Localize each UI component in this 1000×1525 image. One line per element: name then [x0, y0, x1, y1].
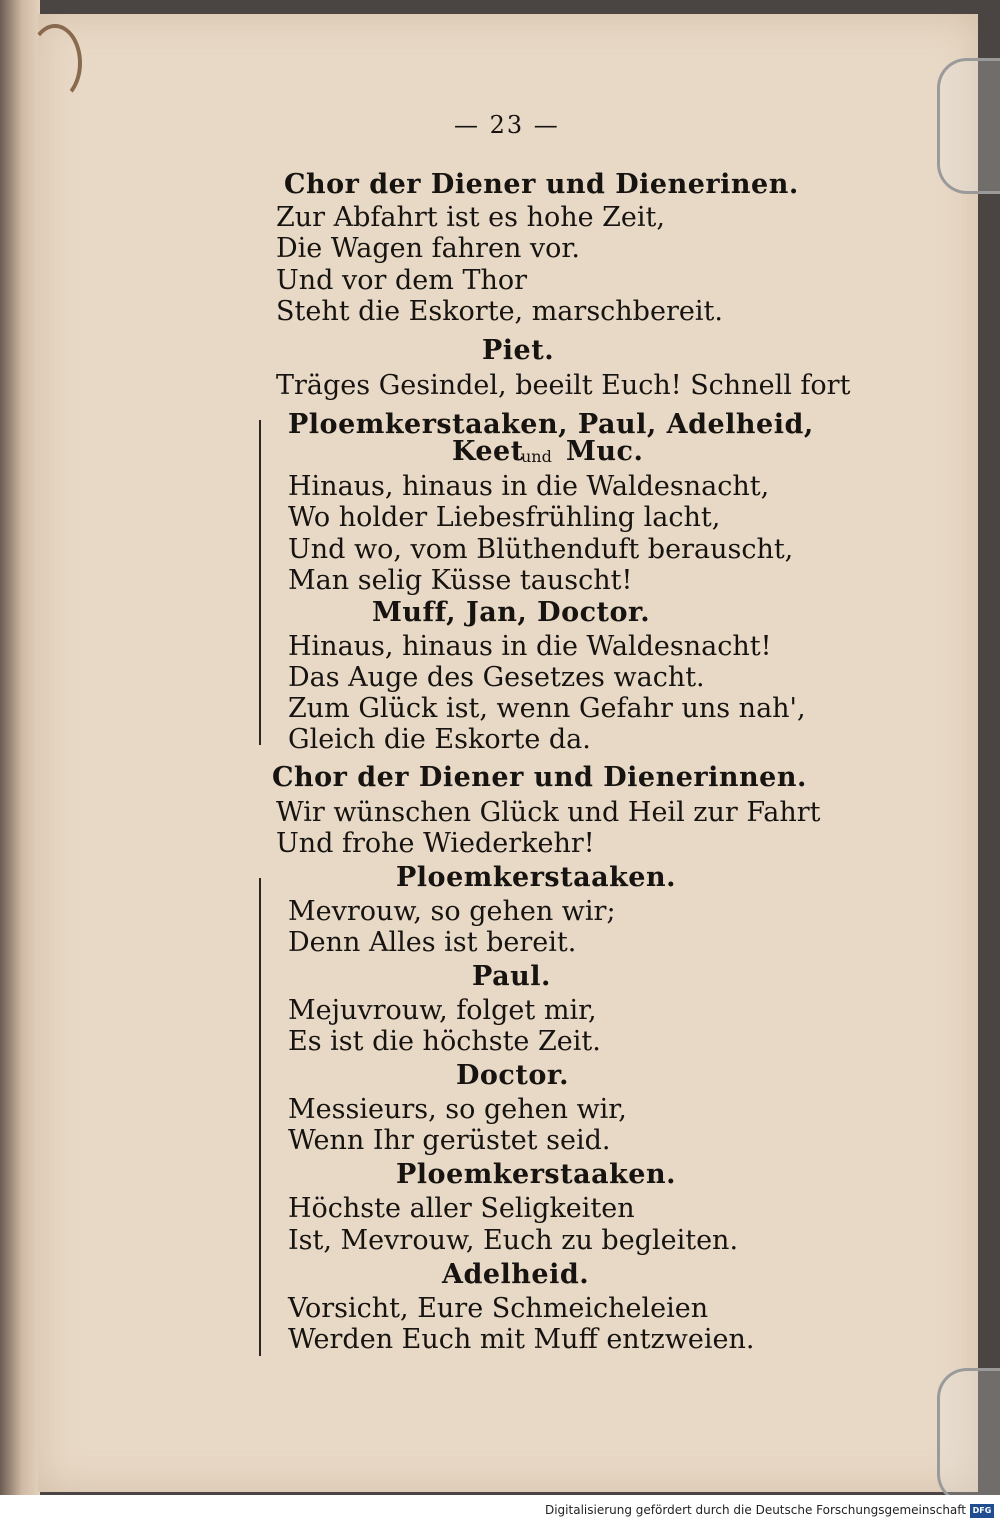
conjunction: und	[521, 447, 552, 466]
verse-line: Wir wünschen Glück und Heil zur Fahrt	[276, 797, 821, 828]
speaker-heading: Doctor.	[456, 1060, 569, 1091]
verse-line: Zum Glück ist, wenn Gefahr uns nah',	[288, 693, 806, 724]
verse-line: Es ist die höchste Zeit.	[288, 1026, 601, 1057]
verse-line: Und vor dem Thor	[276, 265, 528, 296]
funding-notice: Digitalisierung gefördert durch die Deutsche Forschungsgemeinschaft	[544, 1503, 966, 1517]
verse-line: Zur Abfahrt ist es hohe Zeit,	[276, 202, 665, 233]
verse-line: Und wo, vom Blüthenduft berauscht,	[288, 534, 794, 565]
verse-line: Wenn Ihr gerüstet seid.	[288, 1125, 611, 1156]
speaker-heading: Keet	[452, 436, 524, 467]
verse-line: Höchste aller Seligkeiten	[288, 1193, 635, 1224]
speaker-heading: Chor der Diener und Dienerinen.	[284, 169, 799, 200]
verse-line: Messieurs, so gehen wir,	[288, 1094, 627, 1125]
verse-line: Mejuvrouw, folget mir,	[288, 995, 597, 1026]
verse-line: Man selig Küsse tauscht!	[288, 565, 633, 596]
verse-line: Und frohe Wiederkehr!	[276, 828, 595, 859]
verse-line: Hinaus, hinaus in die Waldesnacht!	[288, 631, 772, 662]
verse-line: Die Wagen fahren vor.	[276, 233, 580, 264]
speaker-heading: Adelheid.	[442, 1259, 590, 1290]
speaker-heading: Ploemkerstaaken.	[396, 1159, 677, 1190]
verse-line: Werden Euch mit Muff entzweien.	[288, 1324, 755, 1355]
speaker-heading: Piet.	[482, 335, 555, 366]
footer-bar	[0, 1495, 1000, 1525]
brace-bracket	[259, 420, 261, 745]
speaker-heading: Paul.	[472, 961, 551, 992]
speaker-heading: Muff, Jan, Doctor.	[372, 597, 651, 628]
verse-line: Wo holder Liebesfrühling lacht,	[288, 502, 721, 533]
verse-line: Vorsicht, Eure Schmeicheleien	[288, 1293, 709, 1324]
verse-line: Ist, Mevrouw, Euch zu begleiten.	[288, 1225, 739, 1256]
verse-line: Träges Gesindel, beeilt Euch! Schnell fort	[276, 370, 851, 401]
brace-bracket	[259, 878, 261, 1356]
speaker-heading: Muc.	[566, 436, 644, 467]
dfg-logo: DFG	[970, 1504, 994, 1518]
verse-line: Denn Alles ist bereit.	[288, 927, 577, 958]
verse-line: Steht die Eskorte, marschbereit.	[276, 296, 723, 327]
verse-line: Mevrouw, so gehen wir;	[288, 896, 616, 927]
speaker-heading: Ploemkerstaaken, Paul, Adelheid,	[288, 409, 814, 440]
verse-line: Hinaus, hinaus in die Waldesnacht,	[288, 471, 770, 502]
verse-line: Gleich die Eskorte da.	[288, 724, 591, 755]
page-number: — 23 —	[454, 111, 560, 139]
speaker-heading: Ploemkerstaaken.	[396, 862, 677, 893]
verse-line: Das Auge des Gesetzes wacht.	[288, 662, 705, 693]
speaker-heading: Chor der Diener und Dienerinnen.	[272, 762, 807, 793]
